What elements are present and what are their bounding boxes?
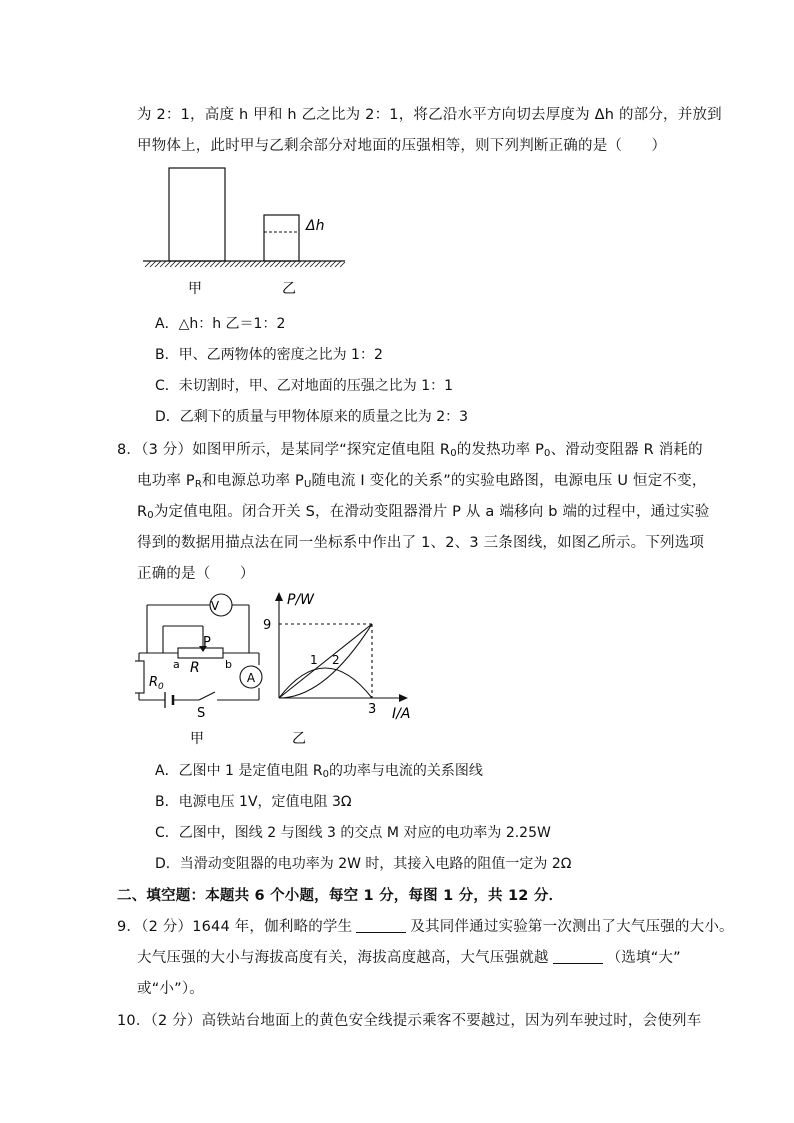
q7-option-c: C．未切割时，甲、乙对地面的压强之比为 1：1 xyxy=(155,378,454,394)
q8-option-b: B．电源电压 1V，定值电阻 3Ω xyxy=(155,794,352,810)
q8-circuit-diagram xyxy=(135,588,265,748)
q8-text-line1: 8．（3 分）如图甲所示，是某同学“探究定值电阻 $R_0$的发热功率 $P_0$、滑动变阻器 R 消耗的 xyxy=(117,442,703,459)
q9-text-line3: 或“小”）。 xyxy=(137,981,204,997)
y-axis-arrow xyxy=(275,592,283,601)
ammeter-label: A xyxy=(246,671,256,685)
curve-3 xyxy=(279,668,372,698)
q7-option-a: A．△h：h 乙＝1：2 xyxy=(155,316,286,332)
circuit-caption: 甲 xyxy=(190,731,204,747)
caption-jia: 甲 xyxy=(188,281,202,297)
q7-option-d: D．乙剩下的质量与甲物体原来的质量之比为 2：3 xyxy=(155,409,469,425)
y-axis-label: P/W xyxy=(287,592,315,608)
q8-text-line5: 正确的是（ ） xyxy=(137,566,255,582)
q7-text-line2: 甲物体上，此时甲与乙剩余部分对地面的压强相等，则下列判断正确的是（ ） xyxy=(137,138,667,154)
q8-power-graph xyxy=(262,588,422,748)
q10-text-line1: 10．（2 分）高铁站台地面上的黄色安全线提示乘客不要越过，因为列车驶过时，会使列车 xyxy=(117,1013,702,1029)
rheostat-resistor xyxy=(178,648,223,658)
block-yi xyxy=(264,215,299,261)
r0-label: $R_0$ xyxy=(149,675,164,692)
voltmeter-label: V xyxy=(210,599,220,613)
q8-option-a: A．乙图中 1 是定值电阻 $R_0$的功率与电流的关系图线 xyxy=(155,763,483,780)
x-axis-label: I/A xyxy=(392,706,411,722)
q8-text-line2: 电功率 $P_R$和电源总功率 $P_U$随电流 I 变化的关系”的实验电路图，电源电压 U 恒定不变， xyxy=(137,473,707,490)
q8-option-d: D．当滑动变阻器的电功率为 2W 时，其接入电路的阻值一定为 2Ω xyxy=(155,856,572,872)
q8-text-line4: 得到的数据用描点法在同一坐标系中作出了 1、2、3 三条图线，如图乙所示。下列选项 xyxy=(137,535,705,551)
q9-blank-1 xyxy=(356,918,406,933)
switch-label: S xyxy=(197,706,206,721)
caption-yi: 乙 xyxy=(282,281,296,297)
q8-option-c: C．乙图中，图线 2 与图线 3 的交点 M 对应的电功率为 2.25W xyxy=(155,825,551,841)
curve-2-label: 2 xyxy=(332,653,340,667)
x-tick-3: 3 xyxy=(368,702,377,717)
q7-blocks-figure xyxy=(140,160,350,300)
y-tick-9: 9 xyxy=(263,618,272,633)
curve-1-label: 1 xyxy=(310,653,318,667)
ground-hatch xyxy=(145,261,345,267)
q9-text-line1: 9．（2 分）1644 年，伽利略的学生 及其同伴通过实验第一次测出了大气压强的大小。 xyxy=(117,919,734,935)
section-2-header: 二、填空题：本题共 6 个小题，每空 1 分，每图 1 分，共 12 分． xyxy=(117,888,564,904)
rheostat-label: R xyxy=(190,660,200,676)
q8-text-line3: $R_0$为定值电阻。闭合开关 S，在滑动变阻器滑片 P 从 a 端移向 b 端的过程中，通过实验 xyxy=(137,504,710,521)
r0-resistor xyxy=(135,661,144,693)
curve-1 xyxy=(279,624,372,698)
graph-caption: 乙 xyxy=(292,731,306,747)
end-a-label: a xyxy=(173,658,180,671)
q7-option-b: B．甲、乙两物体的密度之比为 1：2 xyxy=(155,347,383,363)
q9-blank-2 xyxy=(553,949,603,964)
q9-text-line2: 大气压强的大小与海拔高度有关，海拔高度越高，大气压强就越 （选填“大” xyxy=(137,950,681,966)
q7-text-line1: 为 2：1，高度 h 甲和 h 乙之比为 2：1，将乙沿水平方向切去厚度为 Δh 的部分，并放到 xyxy=(137,107,722,123)
end-b-label: b xyxy=(225,658,232,671)
slider-label: P xyxy=(203,635,211,650)
x-axis-arrow xyxy=(399,694,408,702)
delta-h-label: Δh xyxy=(306,218,325,234)
block-jia xyxy=(169,168,225,261)
